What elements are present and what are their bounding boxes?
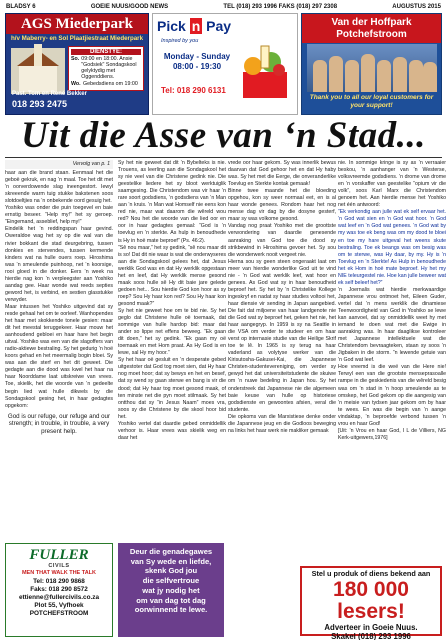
ags-title: AGS Miederpark xyxy=(6,14,148,34)
paragraph: Sy het nie geweet dat dit ‘n Bybelteks is nie. Trouens, as leerling aan die Sondagskool het sy nie veel van die Christene gedink nie. Die geestelike liedere het sy bloot werktuiglik saamgesing. Die Christendom was vir haar ‘n rare soort godsdiens, ‘n godsdiens van ‘n Man aan ‘n kruis. ‘n Man wat Homself nie eens kon red nie, maar wat daarom die wêreld wou red? Nou het die woorde van die lied oor en oor in haar gedagtes gemaal: “God is ‘n toevlug en ‘n sterkte. As hulp in benoudhede is Hy in hoë mate beproef” (Ps. 46:2). xyxy=(118,160,226,244)
pick-n-pay-advert xyxy=(152,13,298,115)
header-contact: TEL (018) 293 1996 FAKS (018) 297 2308 xyxy=(223,4,338,10)
paragraph: haar aan die brand staan. Eenmaal het die geboë gekruk, en nag ‘n maal. Toe het dit met ‘n oorverdowende slag ineengestort. Iewyl skreeende warm tuig stukke bakstenen soos slotdoeltjies na ‘n onbekende oord gesuig het. xyxy=(5,170,113,205)
vdh-thanks: Thank you to all our loyal customers for your support! xyxy=(309,94,434,110)
paragraph: Vandag nog praat Yoshiko met die groottste verwondering van daardie genesende aanraking van God toe die dood sy strikbewind in Hiroshima gevoer het. Sy sou die wonderwerk nooit vergeet nie. xyxy=(228,223,336,258)
page-number: BLADSY 6 xyxy=(6,4,36,10)
fuller-logo: FULLER xyxy=(29,547,89,563)
paragraph: Hierna sou sy geen steen ongeraakt laat om meer van hierdie wonderlike God uit te vind nie - ‘n God wat werklik leef, wat hoor en genees. As God wat sy in haar benoudheid beproef het. Sy het by ‘n Christelike Kollege ingeskryf en nadat sy haar studies voltooi het, haar diensie vir sending in Japan aangebied. Die fait dat miljoene van haar landgenote nie die God wat sy beproef het, geken het nie, het haar aangegryp. In 1959 is sy na Seattle in die VSA om verder te studeer en om haar verst op internasie studie van die Heilige Skrif toe te lê. In 1965 is sy terug na haar vaderland as volytyse werker van die Kirisutosha-Gakusei-Kai, die Japannese Christen-studentevereniging, om verder sy gewyd het dat universiteitstudente die skuiwe om ‘n nuwe bedeling in Japan hou. Sy het onderstreek dat Japannese nie die algemeen baie keuse van hulle op historiese godsdienste en gewoontes afsien, veral die studente. xyxy=(228,258,336,413)
paragraph: ‘n Joernalis wat hierdie merkwaardige Japannese vrou ontmoet het, Eileen Guder, vertel dat ‘n mens werklik die dinamiese Teenwoordigheid van God in Yoshiko se lewe kan aanvoel, dat sy onmiddellik weet hy met iemand te doen wat met die Ewige in aanraking was. In haar daaglikse kontroleer met Japannese intellektuele wat die Christendom bevraagteken, staan sy soos ‘n Jigbaken in die storm. “n lewende getuie van ‘n God wat leef. xyxy=(338,286,446,364)
pick-n-pay-logo: Pick n Pay xyxy=(157,18,232,34)
services-title: DIENSTYE: xyxy=(71,49,141,55)
advertise-intro: Stel u produk of diens bekend aan xyxy=(311,569,431,578)
ags-advert xyxy=(5,13,149,115)
article-column-3 xyxy=(228,160,336,435)
paragraph: Eindelik het ‘n reddingspan haar gevind. Oweraldoe wag het sy op die wal van die rivier bokkant die stad deurgebring, tussen donkies en stervendes, tussen kermende kinders wat na hulle ouers roep. Hiroshima was ‘n smeulende puinhoop, net ‘n koorsige, rooi gloed in die donker. Eers ‘n week na hierdie nag kon ‘n verpleegster aan Yoshiko aandag gee. Haar wonde wat reeds septies geword het, is verbind, en sestien glasstukke verwyder. xyxy=(5,226,113,303)
fuller-tagline: MEN THAT WALK THE TALK xyxy=(21,570,97,576)
paragraph: Binne twee maande het die bloeding opgehou, kon sy weer normaal eet, en is al haar wonde genees. Rondom haar het nog mense dag vir dag by die dosyne gesterf, maar sy was volkome gesond. xyxy=(228,188,336,223)
staff-photo xyxy=(307,44,437,92)
reader-count: 180 000 lesers! xyxy=(333,577,409,623)
article-column-2 xyxy=(118,160,226,442)
divider xyxy=(5,157,442,158)
pick-tagline: Inspired by you xyxy=(161,38,199,44)
paragraph: Hoe vreemd is die weë van die Here nie! Terwyl een van die grootste menseprasoalle rampe in die geskiedenis van die wêreld besig was om ‘n stad in ‘n hoop smeulende as te omskep, het God gekom op die aangesig van ‘n meisie van tydsen jaar gekom om by haar te wees. En was die begin van ‘n aange vindaktap, ‘n beproefde verbond tussen ‘n vrou en haar God! xyxy=(338,364,446,427)
paragraph: vrede oor haar gekom. Sy was innerlik bewus daarvan dat God gehoor het en dat Hy haby was. Sy het met die Eerge, die onveranderlike Toevlug en Sterkte kontak gemaak! xyxy=(228,160,336,188)
continued-label: Vervolg van p. 1 xyxy=(5,160,113,169)
advertise-box xyxy=(300,566,442,640)
paper-name: GOEIE NUUS/GOOD NEWS xyxy=(90,4,169,10)
paragraph: “Sê nou maar,” het sy gedink, “sê nou maar dit is so! Dat dit nie waar is wat die onderwyseres aan die Sondagskool gelees het, dat Jesus werklik God was en dat Hy werklik opgestaan het en leef, dat Hy werklik mense gesond maak soos hulle sê Hy dit baie jare gelede gedoen het... Sou hierdie God kon hoor as sy roep? Sou Hy haar kon red? Sou Hy haar kon gesond maak?” xyxy=(118,244,226,307)
pick-phone: Tel: 018 290 6131 xyxy=(161,86,226,95)
fuller-civils-advert xyxy=(5,543,113,637)
van-der-hoffpark-advert xyxy=(301,13,442,115)
issue-date: AUGUSTUS 2015 xyxy=(392,4,441,10)
grocery-basket-icon xyxy=(239,42,291,102)
paragraph: Die opkoms van die Marxistiese denke onder die Japannese jeug en die Godloos beweging na links het haar werk nie makliker gemaak xyxy=(228,413,336,434)
service-row: So. 09:00 en 18:00. Ansie "Godsiek" Sondagskool gelyktydig met Oggenddiens. xyxy=(71,56,137,80)
paragraph: Yoshiko was onder die puin toegevel en baie ernstig beseer. “Help my!” het sy geroep. “Eingemand, asseblief, help my!” xyxy=(5,205,113,226)
quote-paragraph: “Ek verkondig aan julle wat ek self ervaar het. ‘n God wat sien en ‘n God wat hoor. ‘n God wat leef en ‘n God wat genees. ‘n God wat by my was toe ek beng was om my dood te bloei en toe my hare uitgeval het weens skute bestraling. Toe ek beangs was om besig was om te sterwe, was Hy daar, by my. Hy is ‘n Toevlug en ‘n Sterkte! As Hulp in benoudhede het ek Hom in hoë mate beproef. Hy het my NIE teleurgestel nie. Hoe kan julle beweer wat ek self beleef het?” xyxy=(338,209,446,286)
paragraph: nie. In sommige kringe is sy as ‘n verraaier beskou, ‘n aanhanger van ‘n Westerse, volksvreemde godsdiens. ‘n drome van drome en ‘n vorskaffer van geestelike “opium vir die volk”, soos Karl Marx die Christendom genoem het. Aan hierdie mense het Yoshiko net één antwoord: xyxy=(338,160,446,209)
paragraph: Sy het haar oë gesluit en ‘n desperate gebed uitgestoter dat God tog moet sien, dat Hy haar nog moet hoor; dat sy bewys en het en besef, dat sy wend sy gaan sterwe en bang is vir die dood; dat Hy haar tog moet gesond maak, of ten minste net die pyn moet stilmaak. Sy het ontthou dat sy “in Jesus Naam” moes vra, soos sy die Christene by die skool hoor bid het. xyxy=(118,357,226,420)
paragraph: Maar intussen het Yoshiko uitgevind dat sy resde gehaal het om te oorleef. Wanhopendes het haar met skokkende tonele gesien: maar dit het meestal teruggekeer. Haar mouw het aanhoudend gebloei en haar hare het begin uitval. Yoshiko was een van die slagoffers van radio-aktiewe bestraling. Sy het gedurig ‘n hoë koors gehad en het meermalig bogin bloei. Sy was aan die sterf en het dit geweet. Die gedagte aan die dood was kwel het haar na haar Noorddame laat uitskreiwe van vrees. Toe, skielik, het die woorde van ‘n gedeelte begin lied wat hulle dikwels by die Sondagskool gesing het, in haar gedagtes opgekom: xyxy=(5,303,113,409)
vdh-title: Van der Hoffpark Potchefstroom xyxy=(302,14,441,43)
ags-phone: 018 293 2475 xyxy=(12,98,68,109)
song-verse: God is our refuge, our refuge and our strength; in trouble, in trouble, a very present help. xyxy=(7,412,111,435)
advertise-line: Adverteer in Goeie Nuus. xyxy=(324,622,418,632)
fuller-contact: Tel: 018 290 9868 Faks: 018 290 8572 ettienne@fullercivils.co.za Plot 55, Vyfhoek POTCHEFSTROOM xyxy=(18,578,100,617)
pick-hours: Monday - Sunday 08:00 - 19:30 xyxy=(163,52,231,71)
article-headline: Uit die Asse van ‘n Stad... xyxy=(21,115,426,156)
service-row: Wo. Gebedsdiens om 19:00 xyxy=(71,81,138,87)
ags-services xyxy=(68,46,144,91)
church-image xyxy=(11,48,65,94)
article-column-4 xyxy=(338,160,446,442)
advertise-phone: Skakel (018) 293 1996 xyxy=(331,631,411,640)
page-header xyxy=(6,2,441,12)
ags-pastor: Past. Tom en René Bekker 018 293 2475 xyxy=(12,91,87,109)
ags-subtitle: h/v Maberry- en Sol Plaatjiestraat Miederpark xyxy=(10,35,144,42)
fuller-sub: CIVILS xyxy=(48,563,70,569)
encouragement-box: Deur die genadegawes van Sy wede en liefde, skenk God jou die selfvertroue wat jy nodig het om van dag tot dag oorwinnend te lewe. xyxy=(118,543,224,637)
paragraph: Sy het nie geweet hoe om te bid nie. Sy het geglo dat Christene hulle oë toemaak, dat sommige van hulle hardop bid: maar dat ander so lippe net effens beweeg. “Ek gaan dit doen,” het sy gedink. “Ek gaan my oë toemaak en met Hom praat. As Hy God is en lewe, sal Hy my hoor.” xyxy=(118,307,226,357)
paragraph: Yoshiko vertel dat daardie gebed onmiddellik verhoor is. Haar vrees was skielik weg en daar het xyxy=(118,420,226,441)
source-citation: [Uit: ‘n Vrou en haar God, I L de Villiers, NG Kerk-uitgewers,1976] xyxy=(338,427,446,441)
ads-row xyxy=(5,13,442,115)
article-column-1 xyxy=(5,160,113,438)
